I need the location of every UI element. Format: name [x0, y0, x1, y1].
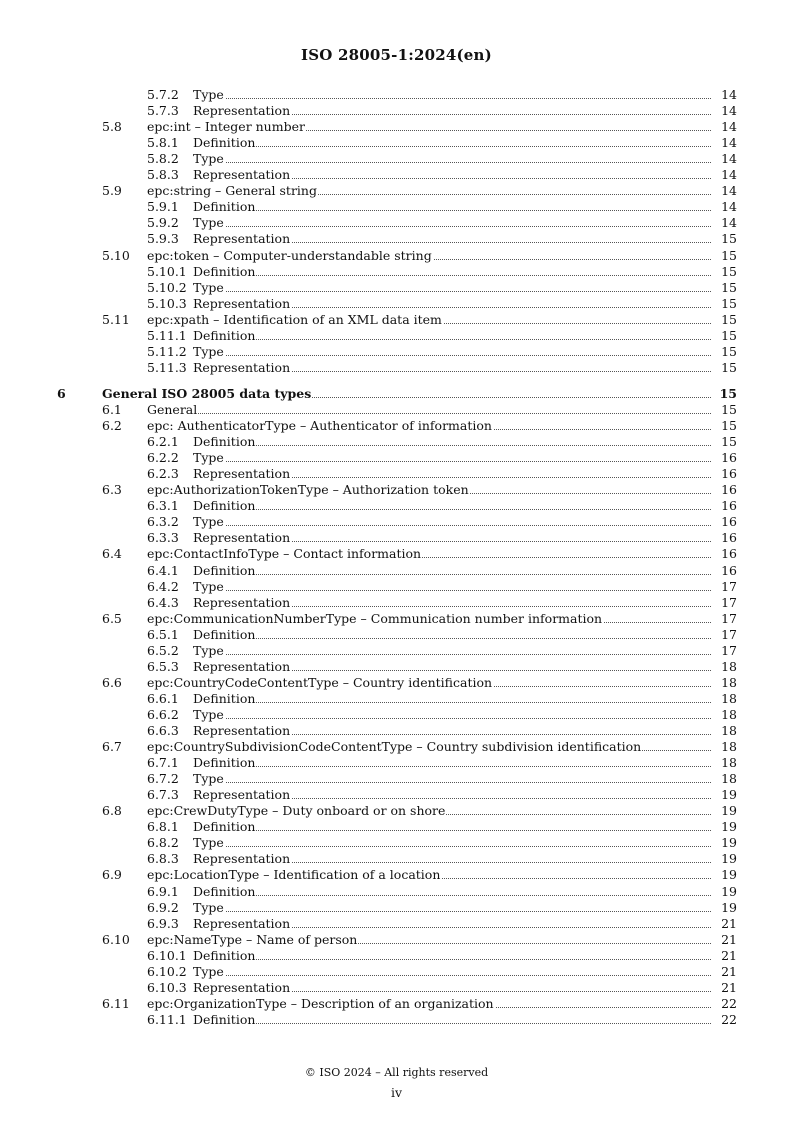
- toc-entry-title: Representation: [193, 167, 291, 183]
- toc-entry-title: Representation: [193, 359, 291, 375]
- toc-entry-number: 6.5: [102, 610, 122, 626]
- toc-entry-number: 6.7.2: [147, 771, 179, 787]
- toc-entry-number: 6.10.2: [147, 963, 187, 979]
- toc-entry[interactable]: [0, 498, 793, 514]
- toc-leader-dots: [195, 895, 735, 896]
- toc-entry-title: Definition: [193, 562, 256, 578]
- toc-leader-dots: [195, 162, 735, 163]
- toc-entry-title: Definition: [193, 135, 256, 151]
- toc-entry[interactable]: [0, 119, 793, 135]
- toc-entry-number: 6.6: [102, 674, 122, 690]
- toc-leader-dots: [195, 911, 735, 912]
- toc-entry[interactable]: [0, 386, 793, 402]
- toc-entry[interactable]: [0, 280, 793, 296]
- toc-entry-number: 5.11: [102, 311, 130, 327]
- toc-entry-number: 5.8.3: [147, 167, 179, 183]
- toc-entry-page: 16: [711, 482, 737, 498]
- toc-entry[interactable]: [0, 739, 793, 755]
- toc-leader-dots: [195, 702, 735, 703]
- toc-entry-number: 6.9: [102, 867, 122, 883]
- toc-entry-page: 18: [711, 739, 737, 755]
- toc-entry-page: 15: [711, 280, 737, 296]
- toc-entry-number: 6.2.1: [147, 434, 179, 450]
- toc-entry-number: 5.10.1: [147, 263, 187, 279]
- toc-entry[interactable]: [0, 312, 793, 328]
- toc-entry-page: 18: [711, 723, 737, 739]
- toc-entry-number: 6.5.3: [147, 658, 179, 674]
- toc-entry[interactable]: [0, 563, 793, 579]
- toc-entry-page: 21: [711, 948, 737, 964]
- toc-entry-page: 14: [711, 215, 737, 231]
- toc-entry-page: 21: [711, 932, 737, 948]
- toc-entry[interactable]: [0, 87, 793, 103]
- toc-entry[interactable]: [0, 723, 793, 739]
- running-header: ISO 28005-1:2024(en): [301, 46, 492, 64]
- toc-entry-page: 14: [711, 167, 737, 183]
- toc-entry-number: 6.4.3: [147, 594, 179, 610]
- toc-entry-title: Type: [193, 771, 224, 787]
- toc-entry[interactable]: [0, 328, 793, 344]
- toc-entry-number: 6.7.3: [147, 787, 179, 803]
- toc-leader-dots: [149, 413, 735, 414]
- toc-entry-title: Representation: [193, 723, 291, 738]
- toc-entry-page: 18: [711, 771, 737, 787]
- toc-entry-number: 6.8.3: [147, 851, 179, 867]
- toc-entry-page: 17: [711, 579, 737, 595]
- toc-entry[interactable]: [0, 659, 793, 675]
- toc-entry[interactable]: [0, 675, 793, 691]
- toc-entry-page: 19: [711, 819, 737, 835]
- toc-entry-title: Type: [193, 899, 224, 915]
- toc-entry-number: 5.9.3: [147, 231, 179, 247]
- toc-entry-page: 17: [711, 643, 737, 659]
- toc-entry-number: 5.7.3: [147, 103, 179, 119]
- toc-entry-number: 6.7: [102, 739, 122, 755]
- toc-entry-page: 21: [711, 980, 737, 996]
- toc-entry-title: Definition: [193, 690, 256, 706]
- toc-entry[interactable]: [0, 900, 793, 916]
- toc-entry-number: 6.10.1: [147, 947, 187, 963]
- toc-entry-title: Type: [193, 215, 224, 231]
- toc-entry-number: 6.8: [102, 803, 122, 819]
- toc-entry-title: Representation: [193, 530, 291, 546]
- toc-entry[interactable]: [0, 434, 793, 450]
- toc-leader-dots: [195, 355, 735, 356]
- toc-entry-title: Definition: [193, 883, 256, 899]
- toc-entry-number: 6.4.2: [147, 578, 179, 594]
- toc-entry-page: 15: [711, 418, 737, 434]
- toc-entry-title: General: [147, 402, 198, 417]
- toc-entry-title: Representation: [193, 103, 291, 119]
- toc-entry-page: 16: [711, 530, 737, 546]
- toc-entry-page: 18: [711, 755, 737, 771]
- toc-entry-number: 6.6.1: [147, 690, 179, 706]
- toc-entry-title: epc:ContactInfoType – Contact information: [147, 546, 422, 562]
- toc-entry-page: 17: [711, 627, 737, 643]
- toc-entry-page: 18: [711, 659, 737, 675]
- toc-entry-number: 6.11: [102, 995, 130, 1011]
- toc-entry-number: 5.10.3: [147, 295, 187, 311]
- toc-entry[interactable]: [0, 707, 793, 723]
- toc-leader-dots: [195, 98, 735, 99]
- toc-entry-number: 6.10.3: [147, 979, 187, 995]
- toc-entry-page: 14: [711, 87, 737, 103]
- toc-entry-title: Definition: [193, 327, 256, 343]
- toc-entry-number: 6.11.1: [147, 1011, 187, 1027]
- toc-entry-title: epc:token – Computer-understandable string: [147, 247, 432, 263]
- toc-leader-dots: [195, 574, 735, 575]
- toc-entry[interactable]: [0, 199, 793, 215]
- toc-entry-page: 22: [711, 996, 737, 1012]
- toc-entry-page: 16: [711, 563, 737, 579]
- toc-leader-dots: [195, 339, 735, 340]
- toc-entry-title: Type: [193, 343, 224, 359]
- toc-entry-number: 5.8.1: [147, 135, 179, 151]
- toc-entry-title: Definition: [193, 626, 256, 642]
- toc-entry-title: epc:CrewDutyType – Duty onboard or on shore: [147, 803, 446, 819]
- toc-entry-title: Representation: [193, 295, 291, 311]
- toc-entry-title: Type: [193, 151, 224, 167]
- toc-entry-title: epc:string – General string: [147, 183, 317, 199]
- toc-leader-dots: [195, 975, 735, 976]
- toc-entry-number: 6.2.2: [147, 450, 179, 466]
- toc-entry-number: 6.9.3: [147, 915, 179, 931]
- toc-entry-title: epc:NameType – Name of person: [147, 931, 358, 947]
- toc-entry-page: 15: [711, 264, 737, 280]
- toc-entry-number: 6.7.1: [147, 755, 179, 771]
- toc-entry[interactable]: [0, 787, 793, 803]
- toc-entry[interactable]: [0, 402, 793, 418]
- toc-entry-number: 6.8.2: [147, 835, 179, 851]
- toc-entry-page: 15: [711, 231, 737, 247]
- footer-copyright: © ISO 2024 – All rights reserved: [304, 1066, 489, 1079]
- toc-entry[interactable]: [0, 964, 793, 980]
- toc-entry-title: Type: [193, 963, 224, 979]
- toc-entry-number: 6.9.1: [147, 883, 179, 899]
- toc-leader-dots: [195, 275, 735, 276]
- toc-entry-title: Representation: [193, 915, 291, 931]
- toc-entry-page: 21: [711, 916, 737, 932]
- toc-leader-dots: [195, 146, 735, 147]
- toc-entry-page: 15: [711, 328, 737, 344]
- toc-entry-title: epc:AuthorizationTokenType – Authorization token: [147, 482, 469, 498]
- toc-entry[interactable]: [0, 167, 793, 183]
- toc-entry[interactable]: [0, 1012, 793, 1028]
- toc-entry-title: Definition: [193, 1011, 256, 1027]
- toc-entry-title: Representation: [193, 787, 291, 803]
- toc-entry-number: 6.4.1: [147, 562, 179, 578]
- toc-entry-title: Definition: [193, 263, 256, 279]
- toc-entry[interactable]: [0, 450, 793, 466]
- toc-entry-page: 19: [711, 900, 737, 916]
- toc-entry-title: Type: [193, 450, 224, 466]
- toc-entry-number: 6.8.1: [147, 819, 179, 835]
- toc-entry[interactable]: [0, 296, 793, 312]
- toc-entry[interactable]: [0, 851, 793, 867]
- toc-leader-dots: [195, 291, 735, 292]
- toc-entry-page: 16: [711, 466, 737, 482]
- toc-entry[interactable]: [0, 546, 793, 562]
- toc-entry-number: 6.10: [102, 931, 130, 947]
- toc-entry-title: Type: [193, 279, 224, 295]
- toc-leader-dots: [195, 226, 735, 227]
- toc-entry[interactable]: [0, 916, 793, 932]
- toc-leader-dots: [195, 445, 735, 446]
- toc-entry-title: Type: [193, 87, 224, 102]
- toc-entry-title: Type: [193, 642, 224, 658]
- toc-entry[interactable]: [0, 215, 793, 231]
- toc-entry-title: epc:LocationType – Identification of a location: [147, 867, 441, 883]
- toc-entry[interactable]: [0, 803, 793, 819]
- toc-entry[interactable]: [0, 360, 793, 376]
- toc-entry-title: Type: [193, 835, 224, 851]
- toc-leader-dots: [195, 509, 735, 510]
- toc-entry[interactable]: [0, 867, 793, 883]
- toc-entry[interactable]: [0, 611, 793, 627]
- toc-entry-page: 22: [711, 1012, 737, 1028]
- toc-entry-number: 6.5.2: [147, 642, 179, 658]
- toc-entry-title: epc:xpath – Identification of an XML data item: [147, 311, 442, 327]
- toc-entry-page: 14: [711, 151, 737, 167]
- toc-leader-dots: [195, 525, 735, 526]
- toc-entry-number: 6.6.2: [147, 706, 179, 722]
- toc-entry[interactable]: [0, 755, 793, 771]
- toc-entry[interactable]: [0, 595, 793, 611]
- toc-entry-number: 5.11.2: [147, 343, 187, 359]
- toc-leader-dots: [195, 782, 735, 783]
- toc-entry-title: Type: [193, 706, 224, 722]
- toc-leader-dots: [195, 846, 735, 847]
- toc-entry-page: 15: [711, 360, 737, 376]
- toc-entry-number: 5.9.2: [147, 215, 179, 231]
- toc-entry[interactable]: [0, 183, 793, 199]
- toc-entry-page: 19: [711, 851, 737, 867]
- toc-entry-number: 5.9: [102, 183, 122, 199]
- toc-entry-page: 15: [711, 402, 737, 418]
- toc-entry-number: 5.10.2: [147, 279, 187, 295]
- toc-entry-page: 15: [711, 312, 737, 328]
- toc-entry-title: Definition: [193, 498, 256, 514]
- toc-entry-number: 5.8.2: [147, 151, 179, 167]
- toc-entry[interactable]: [0, 579, 793, 595]
- toc-entry-page: 14: [711, 103, 737, 119]
- toc-leader-dots: [195, 590, 735, 591]
- toc-leader-dots: [195, 830, 735, 831]
- toc-entry-page: 14: [711, 183, 737, 199]
- toc-entry[interactable]: [0, 835, 793, 851]
- toc-entry-page: 15: [711, 344, 737, 360]
- toc-entry-title: Representation: [193, 979, 291, 995]
- toc-entry[interactable]: [0, 418, 793, 434]
- toc-entry[interactable]: [0, 932, 793, 948]
- toc-entry-number: 6: [57, 385, 66, 401]
- toc-entry[interactable]: [0, 344, 793, 360]
- toc-leader-dots: [195, 959, 735, 960]
- toc-entry-number: 6.3.3: [147, 530, 179, 546]
- toc-entry-number: 5.8: [102, 119, 122, 135]
- toc-entry-title: Definition: [193, 434, 256, 450]
- toc-entry-page: 19: [711, 787, 737, 803]
- footer-page-number: iv: [390, 1085, 403, 1100]
- toc-entry-page: 16: [711, 546, 737, 562]
- toc-entry-page: 16: [711, 450, 737, 466]
- toc-leader-dots: [195, 461, 735, 462]
- toc-entry[interactable]: [0, 231, 793, 247]
- toc-entry[interactable]: [0, 980, 793, 996]
- toc-entry-number: 6.2.3: [147, 466, 179, 482]
- toc-entry[interactable]: [0, 884, 793, 900]
- toc-entry-page: 14: [711, 119, 737, 135]
- toc-entry[interactable]: [0, 643, 793, 659]
- toc-leader-dots: [195, 766, 735, 767]
- toc-entry-title: Definition: [193, 819, 256, 835]
- toc-entry-page: 15: [711, 386, 737, 402]
- toc-entry-number: 6.3.2: [147, 514, 179, 530]
- toc-entry-number: 6.1: [102, 402, 122, 417]
- toc-entry-page: 16: [711, 514, 737, 530]
- toc-entry-title: epc:CountrySubdivisionCodeContentType – Country subdivision identification: [147, 739, 642, 755]
- toc-entry-title: epc:int – Integer number: [147, 119, 305, 135]
- toc-entry[interactable]: [0, 103, 793, 119]
- toc-entry-number: 6.6.3: [147, 723, 179, 738]
- toc-entry[interactable]: [0, 151, 793, 167]
- toc-entry-page: 19: [711, 884, 737, 900]
- toc-entry-number: 6.9.2: [147, 899, 179, 915]
- toc-entry-title: Definition: [193, 947, 256, 963]
- toc-leader-dots: [195, 1023, 735, 1024]
- toc-leader-dots: [195, 210, 735, 211]
- toc-entry-page: 15: [711, 296, 737, 312]
- toc-entry-number: 6.3.1: [147, 498, 179, 514]
- toc-entry-page: 15: [711, 434, 737, 450]
- toc-entry-title: epc: AuthenticatorType – Authenticator of information: [147, 418, 492, 434]
- toc-entry-page: 15: [711, 248, 737, 264]
- toc-entry-page: 17: [711, 611, 737, 627]
- toc-entry-page: 19: [711, 867, 737, 883]
- toc-leader-dots: [195, 638, 735, 639]
- toc-entry[interactable]: [0, 996, 793, 1012]
- toc-entry[interactable]: [0, 466, 793, 482]
- toc-entry-title: Representation: [193, 466, 291, 482]
- toc-entry-page: 16: [711, 498, 737, 514]
- toc-entry-page: 19: [711, 803, 737, 819]
- toc-entry-page: 18: [711, 675, 737, 691]
- toc-entry-number: 6.5.1: [147, 626, 179, 642]
- toc-entry[interactable]: [0, 514, 793, 530]
- toc-entry-number: 6.3: [102, 482, 122, 498]
- toc-entry-title: epc:OrganizationType – Description of an organization: [147, 995, 494, 1011]
- toc-entry[interactable]: [0, 135, 793, 151]
- toc-entry[interactable]: [0, 819, 793, 835]
- toc-entry[interactable]: [0, 691, 793, 707]
- toc-leader-dots: [195, 718, 735, 719]
- toc-entry-page: 18: [711, 707, 737, 723]
- toc-entry-title: epc:CountryCodeContentType – Country identification: [147, 674, 493, 690]
- toc-entry-page: 18: [711, 691, 737, 707]
- toc-entry[interactable]: [0, 771, 793, 787]
- toc-entry-number: 5.7.2: [147, 87, 179, 102]
- toc-entry[interactable]: [0, 264, 793, 280]
- toc-entry-number: 5.11.1: [147, 327, 187, 343]
- toc-entry[interactable]: [0, 482, 793, 498]
- toc-entry[interactable]: [0, 530, 793, 546]
- toc-entry-title: Type: [193, 514, 224, 530]
- toc-entry[interactable]: [0, 248, 793, 264]
- toc-entry-title: Representation: [193, 658, 291, 674]
- toc-entry-number: 6.4: [102, 546, 122, 562]
- toc-entry-page: 14: [711, 199, 737, 215]
- toc-entry-title: Definition: [193, 199, 256, 215]
- toc-entry-number: 5.10: [102, 247, 130, 263]
- toc-entry-title: Representation: [193, 594, 291, 610]
- toc-entry-number: 5.9.1: [147, 199, 179, 215]
- toc-entry[interactable]: [0, 948, 793, 964]
- toc-entry-page: 19: [711, 835, 737, 851]
- toc-entry-title: epc:CommunicationNumberType – Communication number information: [147, 610, 603, 626]
- toc-entry-number: 5.11.3: [147, 359, 187, 375]
- toc-entry-title: Representation: [193, 851, 291, 867]
- toc-entry-title: Type: [193, 578, 224, 594]
- toc-entry-title: Definition: [193, 755, 256, 771]
- toc-entry-title: General ISO 28005 data types: [102, 385, 312, 401]
- toc-entry-title: Representation: [193, 231, 291, 247]
- toc-leader-dots: [195, 654, 735, 655]
- toc-entry[interactable]: [0, 627, 793, 643]
- toc-entry-page: 21: [711, 964, 737, 980]
- toc-entry-page: 14: [711, 135, 737, 151]
- toc-entry-page: 17: [711, 595, 737, 611]
- toc-entry-number: 6.2: [102, 418, 122, 434]
